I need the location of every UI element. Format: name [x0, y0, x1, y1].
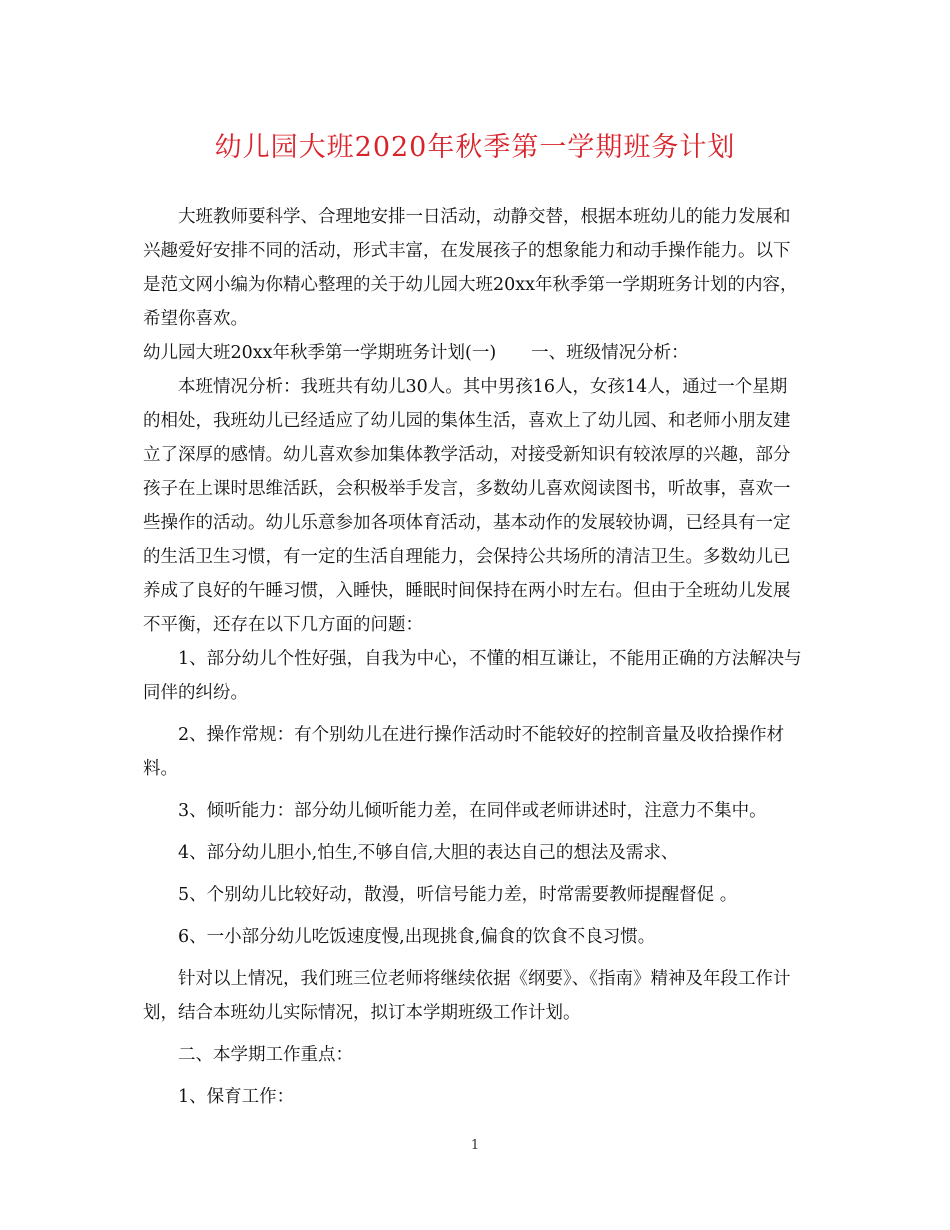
subsection-heading-1: 1、保育工作： — [178, 1087, 295, 1107]
issue-item-6: 6、一小部分幼儿吃饭速度慢,出现挑食,偏食的饮食不良习惯。 — [178, 927, 656, 947]
document-body — [143, 200, 803, 1114]
issue-item-2: 2、操作常规：有个别幼儿在进行操作活动时不能较好的控制音量及收拾操作材料。 — [143, 725, 785, 779]
issue-item-3: 3、倾听能力：部分幼儿倾听能力差，在同伴或老师讲述时，注意力不集中。 — [178, 801, 767, 821]
plan-summary-paragraph: 针对以上情况，我们班三位老师将继续依据《纲要》、《指南》精神及年段工作计划，结合本班幼儿实际情况，拟订本学期班级工作计划。 — [143, 969, 791, 1023]
section-heading-2: 二、本学期工作重点： — [178, 1045, 353, 1065]
issue-item-5: 5、个别幼儿比较好动，散漫，听信号能力差，时常需要教师提醒督促 。 — [178, 885, 738, 905]
document-title: 幼儿园大班2020年秋季第一学期班务计划 — [214, 132, 736, 163]
intro-paragraph: 大班教师要科学、合理地安排一日活动，动静交替，根据本班幼儿的能力发展和兴趣爱好安排不同的活动，形式丰富，在发展孩子的想象能力和动手操作能力。以下是范文网小编为你精心整理的关于幼儿园大班20xx年秋季第一学期班务计划的内容，希望你喜欢。 — [143, 207, 798, 329]
issue-item-1: 1、部分幼儿个性好强，自我为中心，不懂的相互谦让，不能用正确的方法解决与同伴的纠纷。 — [143, 649, 802, 703]
section-heading-line: 幼儿园大班20xx年秋季第一学期班务计划(一) 一、班级情况分析： — [143, 343, 689, 363]
issue-item-4: 4、部分幼儿胆小,怕生,不够自信,大胆的表达自己的想法及需求、 — [178, 843, 679, 863]
class-analysis-paragraph: 本班情况分析：我班共有幼儿30人。其中男孩16人，女孩14人，通过一个星期的相处，我班幼儿已经适应了幼儿园的集体生活，喜欢上了幼儿园、和老师小朋友建立了深厚的感情。幼儿喜欢参加集体教学活动，对接受新知识有较浓厚的兴趣，部分孩子在上课时思维活跃，会积极举手发言，多数幼儿喜欢阅读图书，听故事，喜欢一些操作的活动。幼儿乐意参加各项体育活动，基本动作的发展较协调，已经具有一定的生活卫生习惯，有一定的生活自理能力，会保持公共场所的清洁卫生。多数幼儿已养成了良好的午睡习惯，入睡快，睡眠时间保持在两小时左右。但由于全班幼儿发展不平衡，还存在以下几方面的问题： — [143, 377, 791, 635]
page-number: 1 — [470, 1138, 480, 1153]
